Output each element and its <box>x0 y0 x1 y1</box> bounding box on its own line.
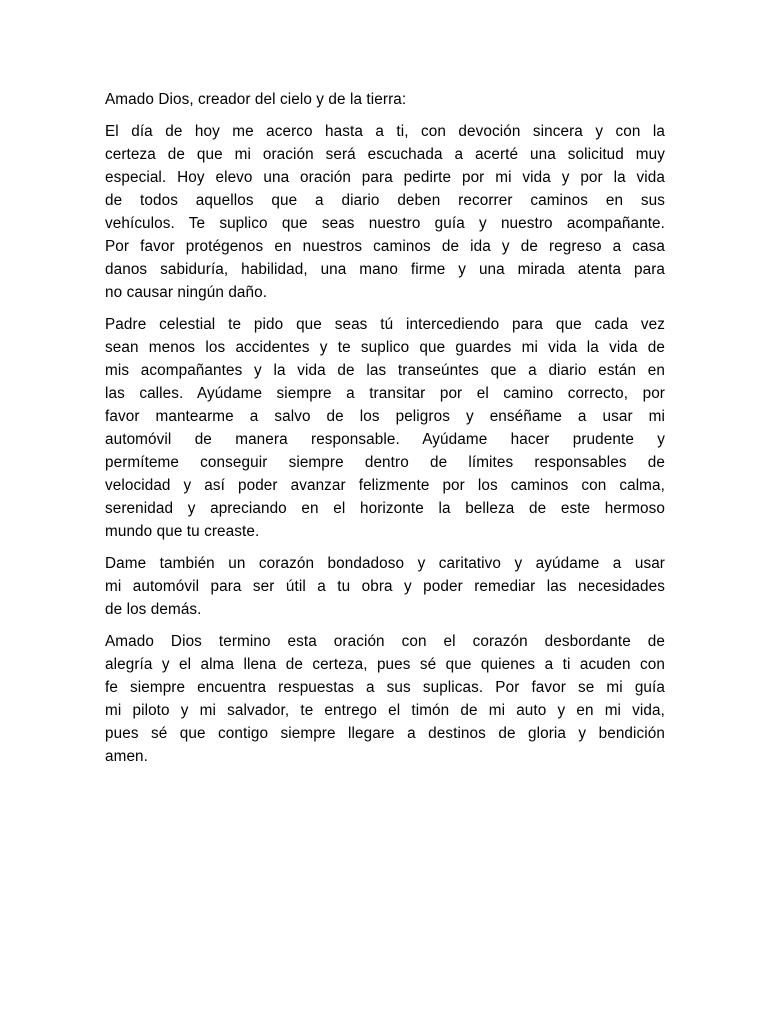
paragraph <box>105 313 665 543</box>
text-line: no causar ningún daño. <box>105 284 268 301</box>
text-line: El día de hoy me acerco hasta a ti, con devoción sincera y con la <box>105 123 665 140</box>
paragraph <box>105 630 665 768</box>
document-heading: Amado Dios, creador del cielo y de la tierra: <box>105 91 407 108</box>
text-line: las calles. Ayúdame siempre a transitar por el camino correcto, por <box>105 385 665 402</box>
paragraphs-container <box>105 120 665 768</box>
text-line: mundo que tu creaste. <box>105 523 260 540</box>
text-line: sean menos los accidentes y te suplico que guardes mi vida la vida de <box>105 339 665 356</box>
text-line: certeza de que mi oración será escuchada a acerté una solicitud muy <box>105 146 665 163</box>
text-line: especial. Hoy elevo una oración para pedirte por mi vida y por la vida <box>105 169 665 186</box>
text-line: favor mantearme a salvo de los peligros y enséñame a usar mi <box>105 408 665 425</box>
text-line: alegría y el alma llena de certeza, pues sé que quienes a ti acuden con <box>105 656 665 673</box>
text-line: Por favor protégenos en nuestros caminos de ida y de regreso a casa <box>105 238 665 255</box>
text-line: Dame también un corazón bondadoso y caritativo y ayúdame a usar <box>105 555 665 572</box>
text-line: de todos aquellos que a diario deben recorrer caminos en sus <box>105 192 665 209</box>
text-line: velocidad y así poder avanzar felizmente por los caminos con calma, <box>105 477 665 494</box>
text-line: amen. <box>105 748 149 765</box>
text-line: vehículos. Te suplico que seas nuestro guía y nuestro acompañante. <box>105 215 665 232</box>
text-line: pues sé que contigo siempre llegare a destinos de gloria y bendición <box>105 725 665 742</box>
text-line: mi piloto y mi salvador, te entrego el timón de mi auto y en mi vida, <box>105 702 665 719</box>
text-line: danos sabiduría, habilidad, una mano firme y una mirada atenta para <box>105 261 665 278</box>
text-line: de los demás. <box>105 601 202 618</box>
text-line: mis acompañantes y la vida de las transeúntes que a diario están en <box>105 362 665 379</box>
text-line: fe siempre encuentra respuestas a sus suplicas. Por favor se mi guía <box>105 679 665 696</box>
paragraph <box>105 120 665 304</box>
paragraph <box>105 552 665 621</box>
text-line: automóvil de manera responsable. Ayúdame hacer prudente y <box>105 431 665 448</box>
text-line: mi automóvil para ser útil a tu obra y poder remediar las necesidades <box>105 578 665 595</box>
text-line: serenidad y apreciando en el horizonte la belleza de este hermoso <box>105 500 665 517</box>
text-line: Amado Dios termino esta oración con el corazón desbordante de <box>105 633 665 650</box>
document-content <box>105 88 665 777</box>
text-line: Padre celestial te pido que seas tú intercediendo para que cada vez <box>105 316 665 333</box>
text-line: permíteme conseguir siempre dentro de límites responsables de <box>105 454 665 471</box>
